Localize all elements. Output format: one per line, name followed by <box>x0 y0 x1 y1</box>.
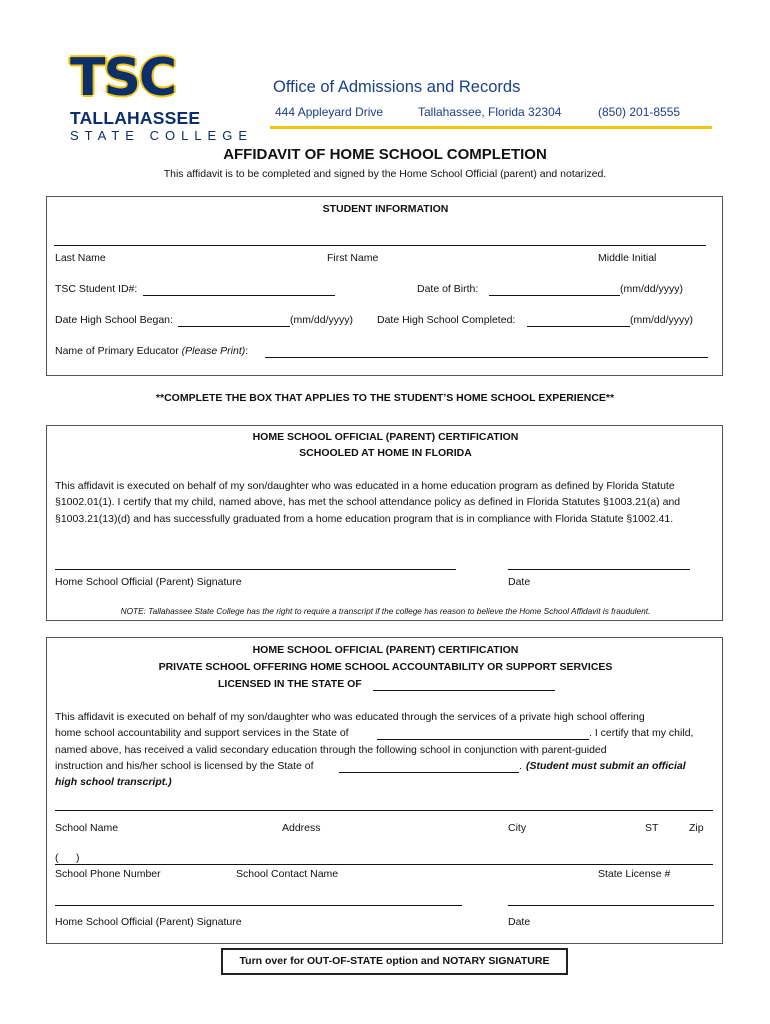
service-state-field[interactable] <box>377 739 589 740</box>
dob-format: (mm/dd/yyyy) <box>620 283 683 295</box>
private-signature-label: Home School Official (Parent) Signature <box>55 916 242 928</box>
student-id-field[interactable] <box>143 295 335 296</box>
last-name-label: Last Name <box>55 252 106 264</box>
logo-mark: TSC <box>70 48 176 108</box>
school-phone-label: School Phone Number <box>55 868 161 880</box>
licensed-state-field[interactable] <box>373 690 555 691</box>
colon: : <box>245 345 249 357</box>
name-line[interactable] <box>54 245 706 246</box>
page-title: AFFIDAVIT OF HOME SCHOOL COMPLETION <box>223 146 547 163</box>
page-subtitle: This affidavit is to be completed and signed by the Home School Official (parent) and notarized. <box>163 168 607 180</box>
private-para-line-2: home school accountability and support services in the State of <box>55 727 349 739</box>
tsc-logo <box>70 48 253 143</box>
state-license-label: State License # <box>598 868 671 880</box>
florida-signature-label: Home School Official (Parent) Signature <box>55 576 242 588</box>
turn-over-notice: Turn over for OUT-OF-STATE option and NOTARY SIGNATURE <box>221 948 568 975</box>
private-heading-1: HOME SCHOOL OFFICIAL (PARENT) CERTIFICATION <box>252 644 519 656</box>
contact-info-line[interactable] <box>55 864 713 865</box>
primary-educator-text: Name of Primary Educator <box>55 345 179 357</box>
transcript-requirement-2: high school transcript.) <box>55 776 172 788</box>
logo-name: TALLAHASSEE <box>70 108 201 128</box>
first-name-label: First Name <box>327 252 379 264</box>
private-para-line-4: instruction and his/her school is licensed by the State of <box>55 760 314 772</box>
office-title: Office of Admissions and Records <box>273 78 521 96</box>
school-name-label: School Name <box>55 822 119 834</box>
private-heading-2: PRIVATE SCHOOL OFFERING HOME SCHOOL ACCOUNTABILITY OR SUPPORT SERVICES <box>158 661 613 673</box>
school-contact-label: School Contact Name <box>236 868 339 880</box>
city-label: City <box>508 822 527 834</box>
school-info-line[interactable] <box>55 810 713 811</box>
private-school-box <box>46 637 723 944</box>
florida-date-label: Date <box>508 576 531 588</box>
please-print-note: (Please Print) <box>181 345 246 357</box>
transcript-requirement: (Student must submit an official <box>526 760 686 772</box>
license-state-field[interactable] <box>339 772 519 773</box>
st-label: ST <box>645 822 659 834</box>
private-heading-3: LICENSED IN THE STATE OF <box>218 678 362 690</box>
fraud-note: NOTE: Tallahassee State College has the right to require a transcript if the college has reason to believe the Home School Affidavit is fraudulent. <box>120 606 651 616</box>
street-address: 444 Appleyard Drive <box>275 105 384 119</box>
private-para-line-2b: . I certify that my child, <box>589 727 694 739</box>
hs-completed-field[interactable] <box>527 326 630 327</box>
instruction-banner: **COMPLETE THE BOX THAT APPLIES TO THE STUDENT’S HOME SCHOOL EXPERIENCE** <box>155 392 615 404</box>
primary-educator-label <box>55 345 248 357</box>
student-info-heading: STUDENT INFORMATION <box>322 203 449 215</box>
private-para-line-4b: . <box>519 760 522 772</box>
florida-certification-box <box>46 425 723 621</box>
private-date-field[interactable] <box>508 905 714 906</box>
florida-heading-1: HOME SCHOOL OFFICIAL (PARENT) CERTIFICATION <box>252 431 519 443</box>
dob-label: Date of Birth: <box>417 283 479 295</box>
florida-heading-2: SCHOOLED AT HOME IN FLORIDA <box>299 447 472 459</box>
zip-label: Zip <box>689 822 704 834</box>
private-date-label: Date <box>508 916 531 928</box>
hs-completed-format: (mm/dd/yyyy) <box>630 314 693 326</box>
florida-signature-field[interactable] <box>55 569 456 570</box>
header-divider <box>270 126 712 129</box>
hs-began-field[interactable] <box>178 326 290 327</box>
private-para-line-3: named above, has received a valid secondary education through the following school in conjunction with parent-guided <box>55 744 607 756</box>
private-signature-field[interactable] <box>55 905 462 906</box>
address-label: Address <box>282 822 321 834</box>
hs-began-format: (mm/dd/yyyy) <box>290 314 353 326</box>
florida-paragraph: This affidavit is executed on behalf of my son/daughter who was educated in a home education program as defined by Florida Statute §1002.01(1). I certify that my child, named above, has met the school attendance policy as defined in Florida Statutes §1003.21(a) and §1003.21(13)(d) and has successfully graduated from a home education program that is in compliance with Florida Statute §1002.41. <box>55 480 681 525</box>
logo-subtitle: STATE COLLEGE <box>70 128 253 143</box>
student-id-label: TSC Student ID#: <box>55 283 138 295</box>
student-info-box <box>46 196 723 376</box>
phone-area-code: ( ) <box>55 852 80 864</box>
middle-initial-label: Middle Initial <box>598 252 657 264</box>
hs-completed-label: Date High School Completed: <box>377 314 516 326</box>
florida-date-field[interactable] <box>508 569 690 570</box>
city-address: Tallahassee, Florida 32304 <box>418 105 562 119</box>
hs-began-label: Date High School Began: <box>55 314 173 326</box>
private-para-line-1: This affidavit is executed on behalf of my son/daughter who was educated through the services of a private high school offering <box>55 711 645 723</box>
dob-field[interactable] <box>489 295 620 296</box>
primary-educator-field[interactable] <box>265 357 708 358</box>
phone-number: (850) 201-8555 <box>598 105 681 119</box>
